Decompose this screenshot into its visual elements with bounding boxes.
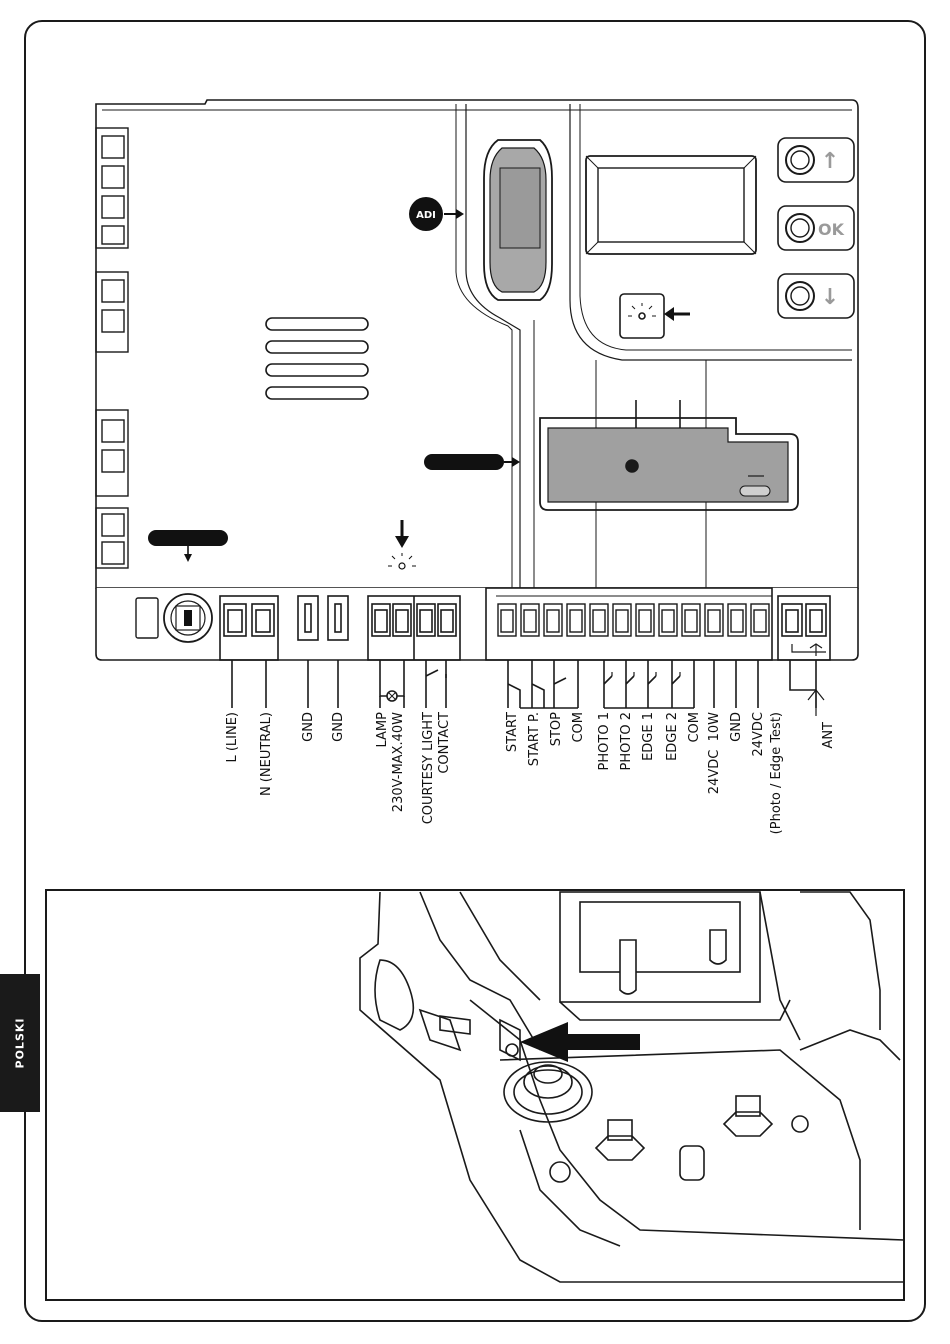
label-24vdc-test: 24VDC [751,712,766,757]
label-gnd-2: GND [331,712,346,742]
up-arrow-icon: ↑ [820,149,840,174]
label-start-p: START P. [527,712,542,767]
label-edge-1: EDGE 1 [641,712,656,761]
control-board [96,100,858,588]
ok-label: OK [818,220,844,239]
label-com-2: COM [687,712,702,743]
installation-illustration [46,890,904,1300]
label-gnd-1: GND [301,712,316,742]
label-photo-1: PHOTO 1 [597,712,612,771]
terminal-strip [96,588,858,660]
label-24vdc-10w: 24VDC 10W [707,712,722,795]
wiring-lines [232,660,824,716]
label-lamp: LAMP [375,712,390,748]
label-ant: ANT [821,722,836,749]
label-n-neutral: N (NEUTRAL) [259,712,274,797]
language-tab-label: POLSKI [13,1017,27,1069]
label-start: START [505,712,520,753]
language-tab [0,974,40,1112]
fuse-holder [164,594,212,642]
label-lamp-rating: 230V-MAX.40W [391,712,406,813]
label-gnd-supply: GND [729,712,744,742]
label-com-1: COM [571,712,586,743]
label-l-line: L (LINE) [225,712,240,763]
label-edge-2: EDGE 2 [665,712,680,761]
label-stop: STOP [549,712,564,747]
terminal-labels [225,712,836,834]
label-courtesy-light: COURTESY LIGHT [421,712,436,825]
down-arrow-icon: ↓ [820,285,840,310]
adi-badge-label: ADI [416,210,436,221]
label-contact: CONTACT [437,712,452,774]
label-photo-edge-test: (Photo / Edge Test) [769,712,784,835]
adi-module-slot [484,140,552,300]
label-photo-2: PHOTO 2 [619,712,634,771]
